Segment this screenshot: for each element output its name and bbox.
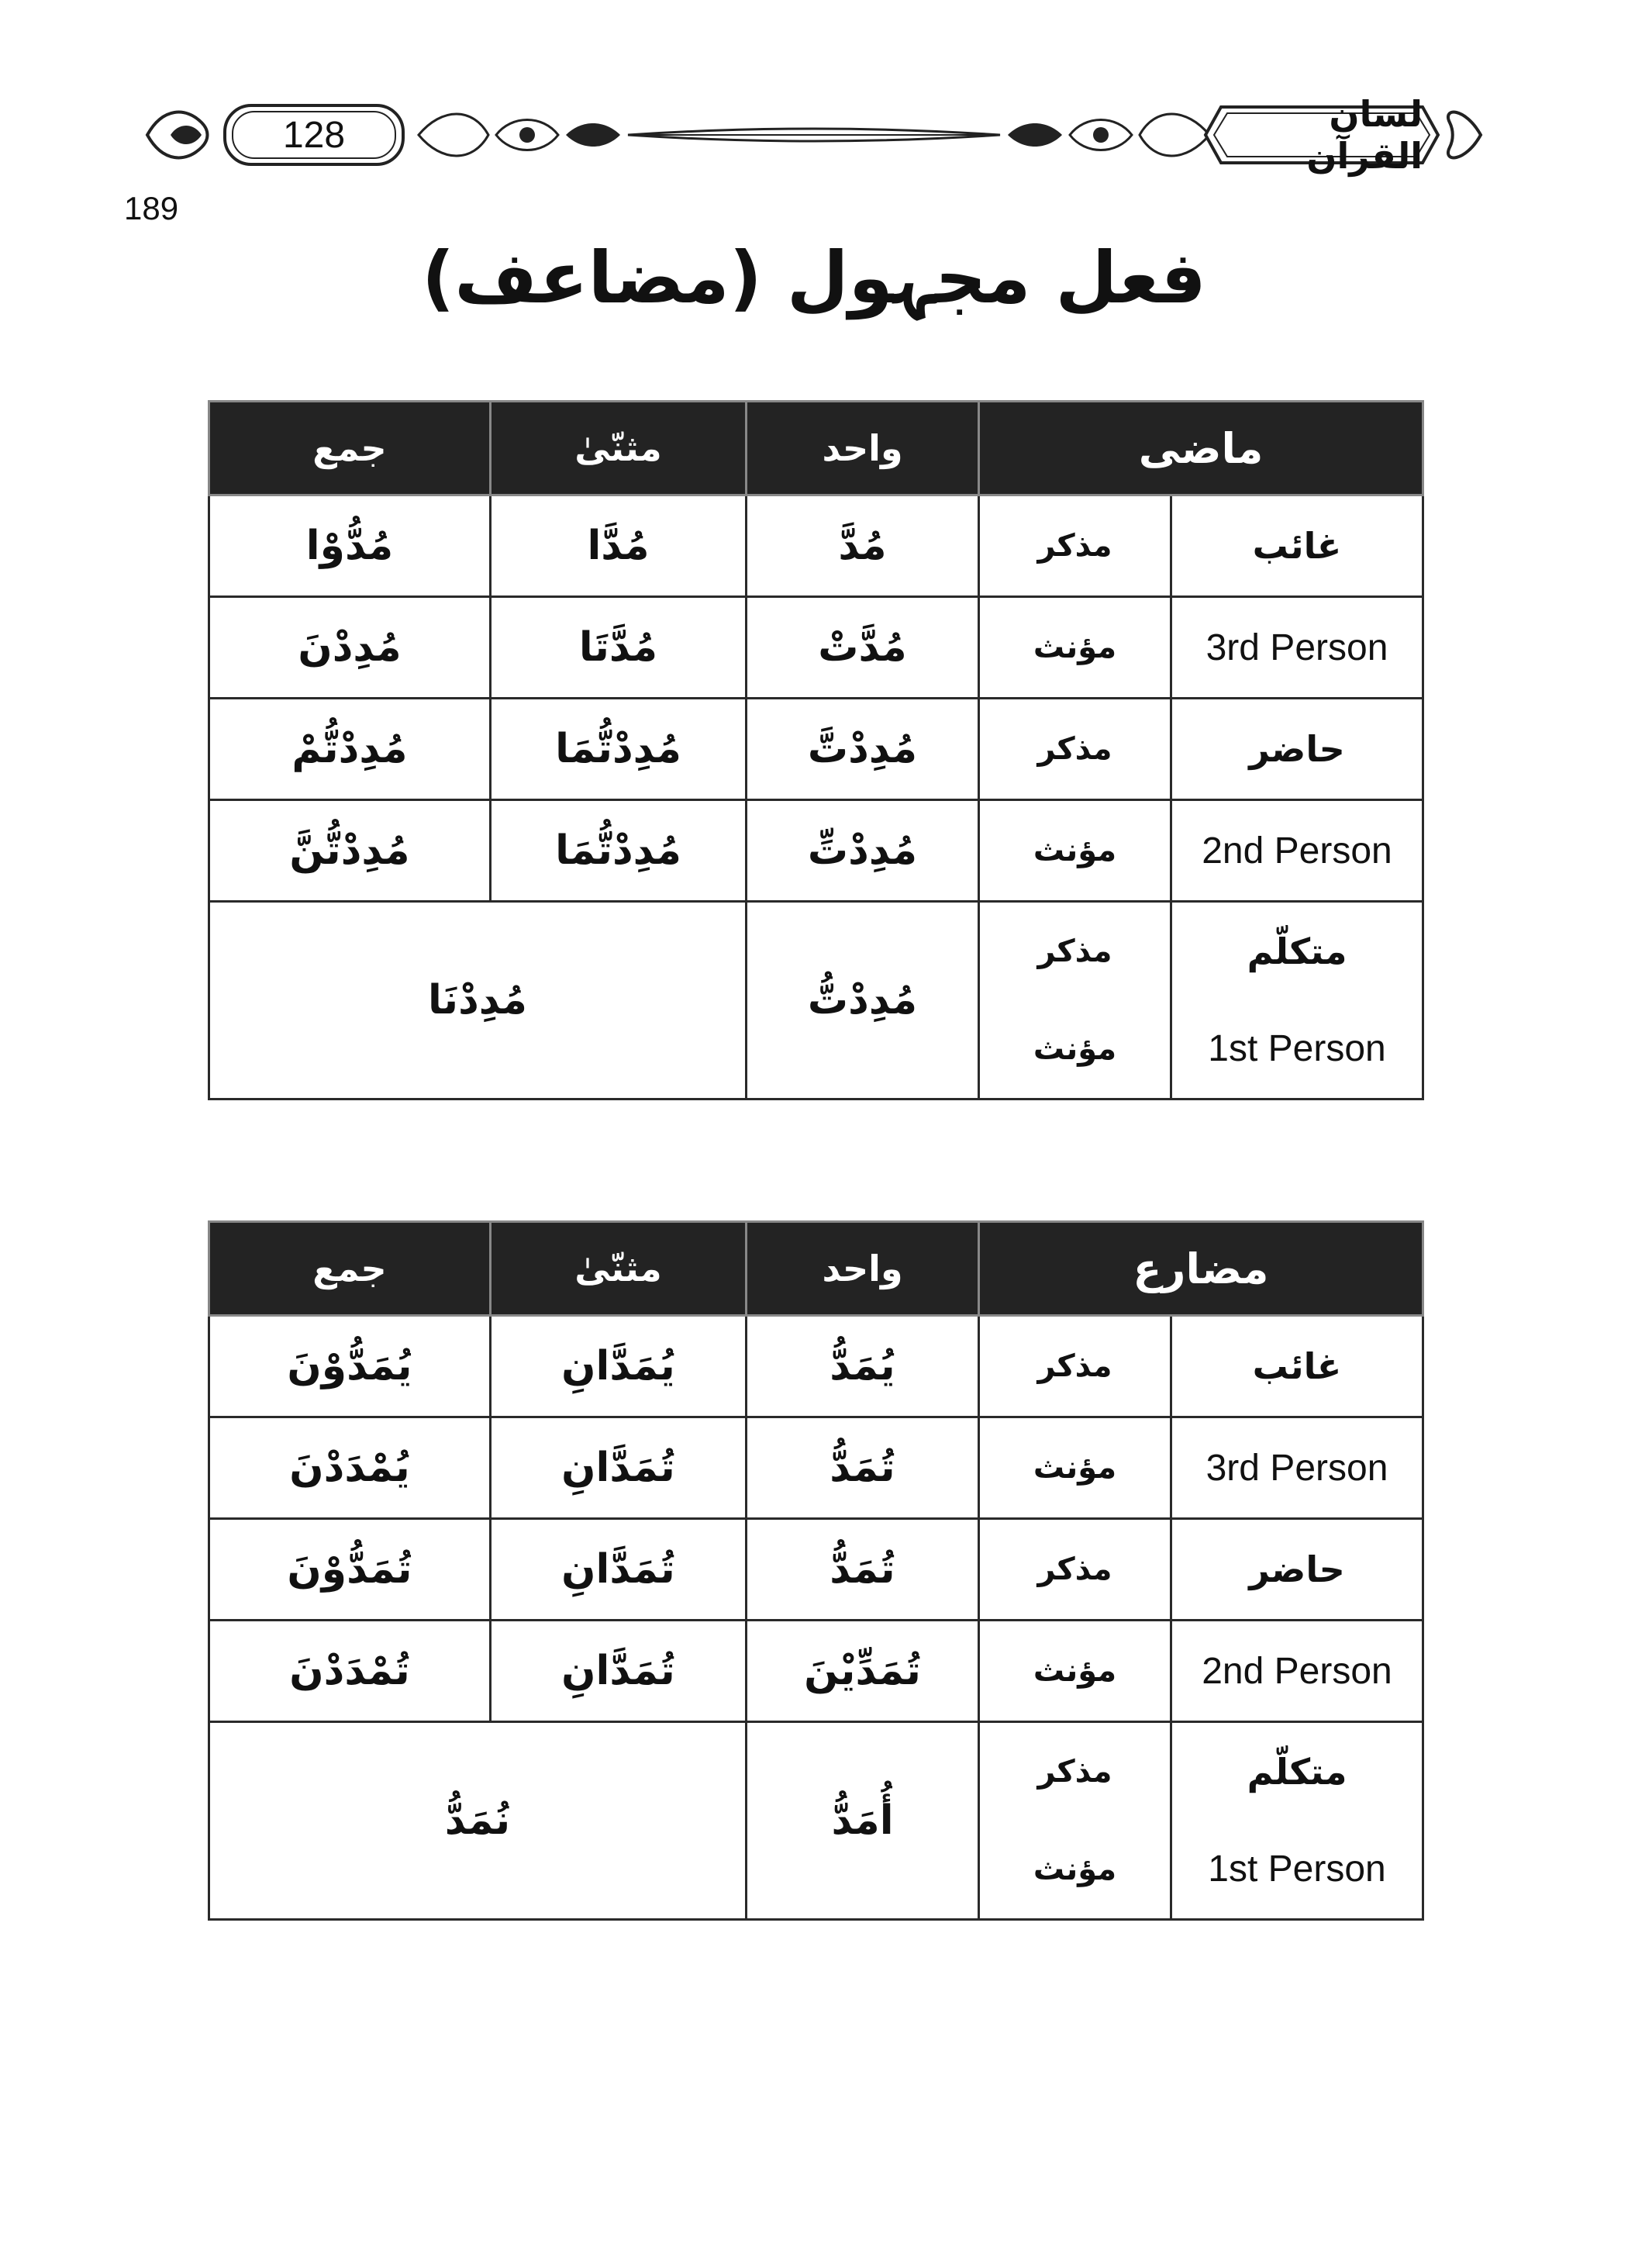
gender-cell: مذکر xyxy=(979,495,1171,597)
person-cell xyxy=(1171,495,1423,597)
gender-cell: مذکر xyxy=(979,699,1171,800)
mudari-conjugation-table xyxy=(208,1220,1424,1921)
wahid-cell: مُدَّ xyxy=(747,495,979,597)
page-number: 128 xyxy=(282,114,346,156)
person-cell xyxy=(1171,1417,1423,1519)
wahid-cell: تُمَدُّ xyxy=(747,1417,979,1519)
person-label-english: 1st Person xyxy=(1208,1028,1386,1070)
table-header-row xyxy=(209,402,1423,495)
plural-cell: مُدِدْنَا xyxy=(209,902,747,1099)
muthanna-cell: تُمَدَّانِ xyxy=(491,1417,747,1519)
jama-cell: يُمَدُّوْنَ xyxy=(209,1316,491,1417)
page-title: فعل مجہول (مضاعف) xyxy=(422,236,1206,319)
wahid-cell: مُدِدْتُّ xyxy=(747,902,979,1099)
person-label-urdu: حاضر xyxy=(1249,728,1345,770)
person-cell xyxy=(1171,1316,1423,1417)
muthanna-cell: مُدَّتَا xyxy=(491,597,747,699)
wahid-cell: مُدِدْتِّ xyxy=(747,800,979,902)
gender-cell: مؤنث xyxy=(979,1417,1171,1519)
person-label-urdu: غائب xyxy=(1252,1345,1342,1387)
table-row xyxy=(209,1621,1423,1722)
table-row xyxy=(209,1316,1423,1417)
madi-conjugation-table xyxy=(208,400,1424,1100)
person-label-english: 1st Person xyxy=(1208,1849,1386,1890)
wahid-cell: يُمَدُّ xyxy=(747,1316,979,1417)
gender-feminine: مؤنث xyxy=(1033,1852,1117,1887)
person-label-urdu: متکلّم xyxy=(1247,930,1347,972)
table-row xyxy=(209,800,1423,902)
gender-masculine: مذکر xyxy=(1037,934,1112,969)
book-title: لسان القرآن xyxy=(1306,93,1423,177)
gender-cell xyxy=(979,902,1171,1099)
table-row xyxy=(209,699,1423,800)
person-label-english: 3rd Person xyxy=(1205,627,1388,668)
side-number: 189 xyxy=(124,190,179,226)
jama-cell: تُمَدُّوْنَ xyxy=(209,1519,491,1621)
wahid-cell: مُدَّتْ xyxy=(747,597,979,699)
person-cell xyxy=(1171,1519,1423,1621)
person-label-urdu: متکلّم xyxy=(1247,1750,1347,1793)
person-cell xyxy=(1171,699,1423,800)
table-row xyxy=(209,1519,1423,1621)
wahid-cell: مُدِدْتَّ xyxy=(747,699,979,800)
wahid-cell: تُمَدُّ xyxy=(747,1519,979,1621)
person-cell xyxy=(1171,597,1423,699)
muthanna-cell: يُمَدَّانِ xyxy=(491,1316,747,1417)
page-header xyxy=(140,91,1488,178)
muthanna-cell: مُدِدْتُّمَا xyxy=(491,800,747,902)
header-wahid: واحد xyxy=(747,402,979,495)
first-person-row xyxy=(209,1722,1423,1920)
wahid-cell: تُمَدِّيْنَ xyxy=(747,1621,979,1722)
muthanna-cell: تُمَدَّانِ xyxy=(491,1519,747,1621)
wahid-cell: أُمَدُّ xyxy=(747,1722,979,1920)
jama-cell: يُمْدَدْنَ xyxy=(209,1417,491,1519)
jama-cell: مُدِدْتُّمْ xyxy=(209,699,491,800)
header-wahid: واحد xyxy=(747,1222,979,1316)
person-cell xyxy=(1171,800,1423,902)
gender-cell: مذکر xyxy=(979,1519,1171,1621)
header-muthanna: مثنّیٰ xyxy=(491,402,747,495)
person-label-urdu: غائب xyxy=(1252,525,1342,567)
gender-masculine: مذکر xyxy=(1037,1754,1112,1790)
jama-cell: مُدِدْتُّنَّ xyxy=(209,800,491,902)
gender-cell: مذکر xyxy=(979,1316,1171,1417)
muthanna-cell: تُمَدَّانِ xyxy=(491,1621,747,1722)
section-title: ماضی xyxy=(979,402,1423,495)
first-person-row xyxy=(209,902,1423,1099)
gender-feminine: مؤنث xyxy=(1033,1031,1117,1067)
person-label-english: 2nd Person xyxy=(1202,1650,1392,1692)
plural-cell: نُمَدُّ xyxy=(209,1722,747,1920)
person-cell xyxy=(1171,1621,1423,1722)
gender-cell: مؤنث xyxy=(979,597,1171,699)
header-muthanna: مثنّیٰ xyxy=(491,1222,747,1316)
gender-cell xyxy=(979,1722,1171,1920)
gender-cell: مؤنث xyxy=(979,800,1171,902)
table-row xyxy=(209,597,1423,699)
table-header-row xyxy=(209,1222,1423,1316)
header-jama: جمع xyxy=(209,402,491,495)
section-title: مضارع xyxy=(979,1222,1423,1316)
person-label-english: 2nd Person xyxy=(1202,830,1392,872)
jama-cell: مُدُّوْا xyxy=(209,495,491,597)
person-label-english: 3rd Person xyxy=(1205,1447,1388,1489)
muthanna-cell: مُدِدْتُّمَا xyxy=(491,699,747,800)
person-cell xyxy=(1171,1722,1423,1920)
table-row xyxy=(209,495,1423,597)
jama-cell: تُمْدَدْنَ xyxy=(209,1621,491,1722)
header-jama: جمع xyxy=(209,1222,491,1316)
person-label-urdu: حاضر xyxy=(1249,1548,1345,1590)
person-cell xyxy=(1171,902,1423,1099)
muthanna-cell: مُدَّا xyxy=(491,495,747,597)
jama-cell: مُدِدْنَ xyxy=(209,597,491,699)
table-row xyxy=(209,1417,1423,1519)
gender-cell: مؤنث xyxy=(979,1621,1171,1722)
